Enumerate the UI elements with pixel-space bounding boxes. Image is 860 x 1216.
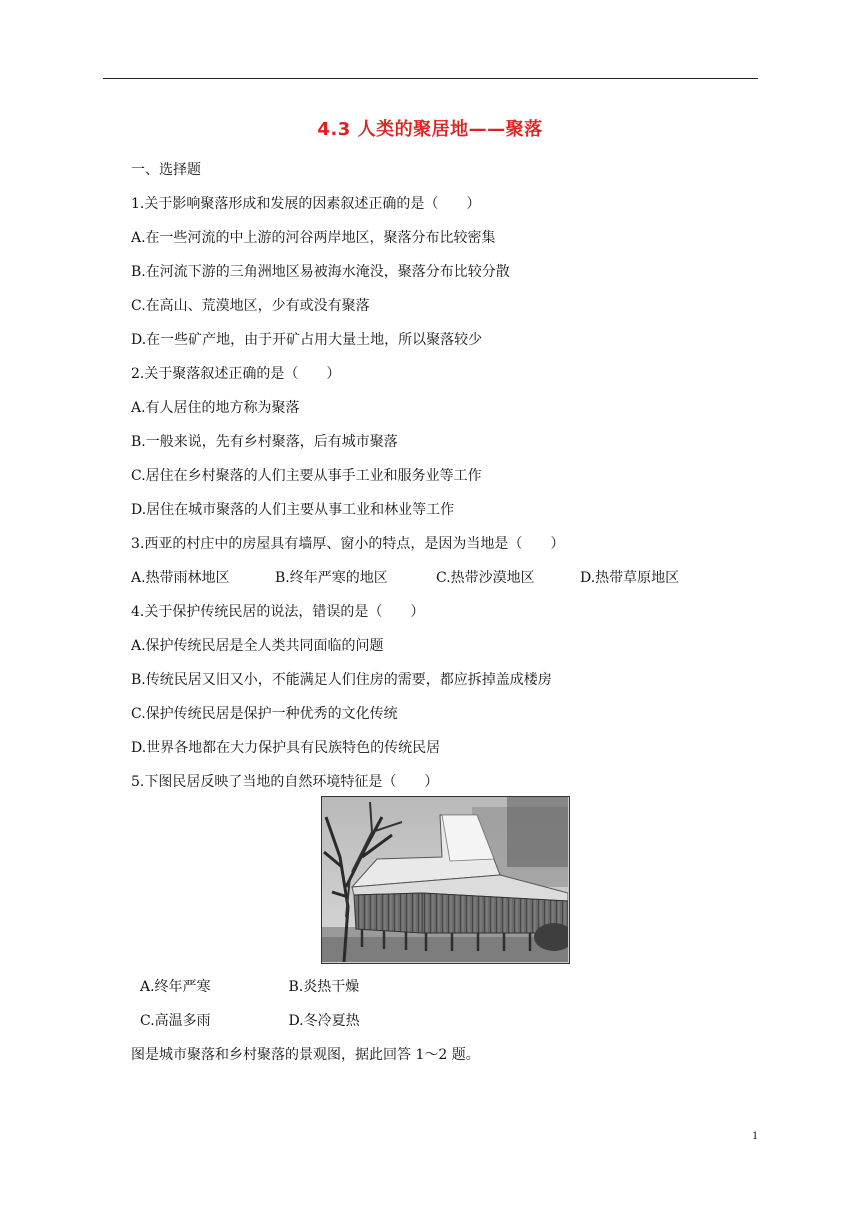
- option-d: D.冬冷夏热: [288, 1013, 360, 1029]
- option-b: B.终年严寒的地区: [275, 570, 388, 586]
- option-a: A.热带雨林地区: [131, 570, 230, 586]
- header-rule: [103, 78, 758, 79]
- option-b: B.在河流下游的三角洲地区易被海水淹没，聚落分布比较分散: [131, 264, 510, 280]
- stilt-house-photo: [321, 796, 570, 964]
- question-stem: 4.关于保护传统民居的说法，错误的是（ ）: [131, 604, 425, 620]
- option-a: A.终年严寒: [140, 979, 211, 995]
- option-c: C.热带沙漠地区: [436, 570, 535, 586]
- option-a: A.有人居住的地方称为聚落: [131, 400, 300, 416]
- closing-note: 图是城市聚落和乡村聚落的景观图，据此回答 1～2 题。: [131, 1047, 480, 1063]
- question-stem: 2.关于聚落叙述正确的是（ ）: [131, 366, 341, 382]
- page-number: 1: [752, 1128, 758, 1142]
- option-d: D.热带草原地区: [580, 570, 680, 586]
- option-d: D.在一些矿产地，由于开矿占用大量土地，所以聚落较少: [131, 332, 483, 348]
- option-d: D.居住在城市聚落的人们主要从事工业和林业等工作: [131, 502, 455, 518]
- question-list: [131, 153, 751, 799]
- options-row: [140, 1004, 408, 1038]
- question-5-options: [140, 970, 408, 1038]
- option-c: C.高温多雨: [140, 1013, 211, 1029]
- option-a: A.保护传统民居是全人类共同面临的问题: [131, 638, 384, 654]
- option-b: B.传统民居又旧又小，不能满足人们住房的需要，都应拆掉盖成楼房: [131, 672, 552, 688]
- option-b: B.一般来说，先有乡村聚落，后有城市聚落: [131, 434, 398, 450]
- option-c: C.居住在乡村聚落的人们主要从事手工业和服务业等工作: [131, 468, 482, 484]
- option-d: D.世界各地都在大力保护具有民族特色的传统民居: [131, 740, 441, 756]
- option-b: B.炎热干燥: [288, 979, 360, 995]
- question-stem: 5.下图民居反映了当地的自然环境特征是（ ）: [131, 774, 439, 790]
- stilt-house-illustration: [322, 797, 568, 962]
- option-c: C.在高山、荒漠地区，少有或没有聚落: [131, 298, 370, 314]
- options-row: [140, 970, 408, 1004]
- option-c: C.保护传统民居是保护一种优秀的文化传统: [131, 706, 398, 722]
- page-title: 4.3 人类的聚居地——聚落: [317, 119, 543, 140]
- question-stem: 1.关于影响聚落形成和发展的因素叙述正确的是（ ）: [131, 196, 481, 212]
- section-heading: 一、选择题: [131, 162, 201, 178]
- question-stem: 3.西亚的村庄中的房屋具有墙厚、窗小的特点，是因为当地是（ ）: [131, 536, 565, 552]
- option-a: A.在一些河流的中上游的河谷两岸地区，聚落分布比较密集: [131, 230, 496, 246]
- options-row: [131, 561, 751, 595]
